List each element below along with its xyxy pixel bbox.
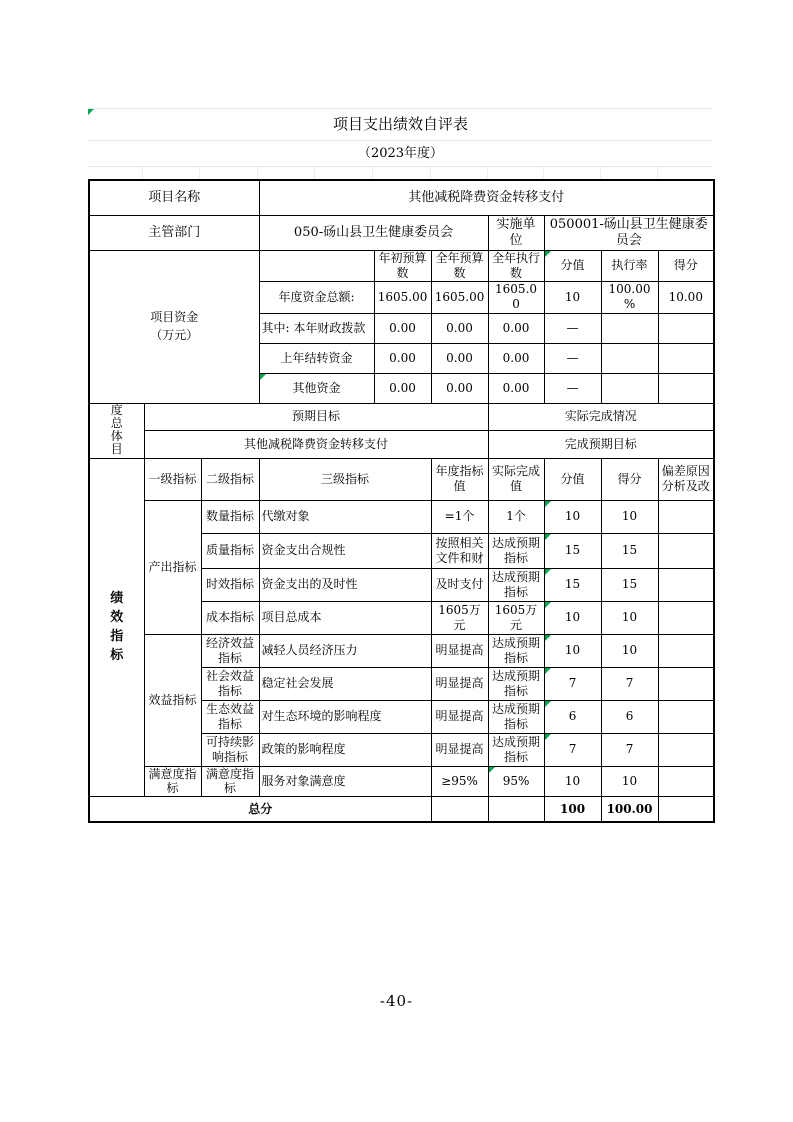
- indicator-target-cell: =1个: [431, 500, 488, 533]
- indicator-target-cell: 1605万元: [431, 601, 488, 634]
- total-empty-actual-cell: [488, 796, 544, 822]
- project-name-row: [89, 180, 714, 215]
- fund-executed-cell: 1605.00: [488, 281, 544, 313]
- total-got-cell: 100.00: [601, 796, 658, 822]
- indicator-actual-cell: 达成预期指标: [488, 733, 544, 766]
- department-row: [89, 215, 714, 250]
- fund-score-cell: 10: [544, 281, 601, 313]
- page-number: -40-: [379, 992, 414, 1010]
- fund-rate-cell: 100.00%: [601, 281, 658, 313]
- total-empty-deviation-cell: [658, 796, 714, 822]
- annual-goal-value-row: [89, 430, 714, 458]
- funds-empty-header-cell: [259, 250, 374, 281]
- page-title: 项目支出绩效自评表: [88, 109, 713, 141]
- indicator-deviation-cell: [658, 533, 714, 568]
- indicator-l3-cell: 服务对象满意度: [259, 766, 431, 796]
- indicators-col-l3: 三级指标: [259, 458, 431, 500]
- indicator-l3-cell: 对生态环境的影响程度: [259, 700, 431, 733]
- indicator-score-cell: 15: [544, 533, 601, 568]
- annual-goal-side-cell: [89, 403, 144, 458]
- indicator-l3-cell: 政策的影响程度: [259, 733, 431, 766]
- indicator-group-output-cell: 产出指标: [144, 500, 201, 634]
- indicator-actual-cell: 达成预期指标: [488, 667, 544, 700]
- indicators-col-l2: 二级指标: [201, 458, 259, 500]
- indicator-score-cell: 10: [544, 601, 601, 634]
- fund-executed-cell: 0.00: [488, 313, 544, 343]
- indicator-score-cell: 10: [544, 500, 601, 533]
- total-score-row: [89, 796, 714, 822]
- indicator-score-cell: 7: [544, 667, 601, 700]
- indicator-l3-cell: 代缴对象: [259, 500, 431, 533]
- fund-annual-cell: 0.00: [431, 313, 488, 343]
- project-name-value-cell: 其他减税降费资金转移支付: [259, 180, 714, 215]
- indicators-col-score: 分值: [544, 458, 601, 500]
- fund-annual-cell: 1605.00: [431, 281, 488, 313]
- indicator-l2-cell: 生态效益指标: [201, 700, 259, 733]
- grid-spacer-row: [88, 167, 713, 179]
- indicators-col-target: 年度指标值: [431, 458, 488, 500]
- indicator-deviation-cell: [658, 733, 714, 766]
- department-value-cell: 050-砀山县卫生健康委员会: [259, 215, 488, 250]
- fund-annual-cell: 0.00: [431, 373, 488, 403]
- indicator-actual-cell: 达成预期指标: [488, 533, 544, 568]
- indicator-target-cell: 明显提高: [431, 733, 488, 766]
- indicator-l2-cell: 质量指标: [201, 533, 259, 568]
- indicator-got-cell: 10: [601, 634, 658, 667]
- indicator-got-cell: 15: [601, 568, 658, 601]
- actual-completion-value-cell: 完成预期目标: [488, 430, 714, 458]
- indicator-target-cell: 明显提高: [431, 700, 488, 733]
- funds-section-label: 项目资金（万元）: [150, 310, 199, 342]
- indicator-deviation-cell: [658, 667, 714, 700]
- project-name-label-cell: 项目名称: [89, 180, 259, 215]
- indicator-score-cell: 6: [544, 700, 601, 733]
- fund-row-label-cell: 年度资金总额:: [259, 281, 374, 313]
- indicators-col-actual: 实际完成值: [488, 458, 544, 500]
- funds-col-score: 分值: [544, 250, 601, 281]
- indicators-col-l1: 一级指标: [144, 458, 201, 500]
- indicator-target-cell: 按照相关文件和财: [431, 533, 488, 568]
- total-empty-target-cell: [431, 796, 488, 822]
- indicator-score-cell: 10: [544, 766, 601, 796]
- indicator-got-cell: 10: [601, 500, 658, 533]
- total-score-cell: 100: [544, 796, 601, 822]
- fund-rate-cell: [601, 313, 658, 343]
- indicator-score-cell: 10: [544, 634, 601, 667]
- indicator-deviation-cell: [658, 634, 714, 667]
- indicator-got-cell: 15: [601, 533, 658, 568]
- expected-goal-header-cell: 预期目标: [144, 403, 488, 430]
- indicator-actual-cell: 1个: [488, 500, 544, 533]
- report-sheet: [88, 108, 713, 823]
- indicators-col-got: 得分: [601, 458, 658, 500]
- fund-executed-cell: 0.00: [488, 373, 544, 403]
- fund-score-cell: —: [544, 373, 601, 403]
- indicator-row: [89, 766, 714, 796]
- indicator-score-cell: 7: [544, 733, 601, 766]
- indicator-deviation-cell: [658, 568, 714, 601]
- indicator-l3-cell: 资金支出合规性: [259, 533, 431, 568]
- indicators-side-label: 绩效指标: [110, 591, 124, 664]
- implementing-unit-value-cell: 050001-砀山县卫生健康委员会: [544, 215, 714, 250]
- expected-goal-value-cell: 其他减税降费资金转移支付: [144, 430, 488, 458]
- fund-got-cell: [658, 373, 714, 403]
- indicator-got-cell: 7: [601, 733, 658, 766]
- indicator-got-cell: 10: [601, 601, 658, 634]
- indicator-l2-cell: 可持续影响指标: [201, 733, 259, 766]
- indicator-group-satisfaction-cell: 满意度指标: [144, 766, 201, 796]
- annual-goal-header-row: [89, 403, 714, 430]
- annual-goal-side-label: 度总体目: [110, 403, 123, 457]
- funds-col-annual: 全年预算数: [431, 250, 488, 281]
- self-evaluation-table: [88, 179, 715, 823]
- indicator-deviation-cell: [658, 766, 714, 796]
- actual-completion-header-cell: 实际完成情况: [488, 403, 714, 430]
- page-subtitle: （2023年度）: [88, 141, 713, 167]
- fund-initial-cell: 1605.00: [374, 281, 431, 313]
- fund-initial-cell: 0.00: [374, 313, 431, 343]
- funds-col-got: 得分: [658, 250, 714, 281]
- fund-rate-cell: [601, 373, 658, 403]
- indicator-l2-cell: 社会效益指标: [201, 667, 259, 700]
- indicator-l2-cell: 满意度指标: [201, 766, 259, 796]
- fund-got-cell: 10.00: [658, 281, 714, 313]
- indicators-side-cell: [89, 458, 144, 796]
- fund-got-cell: [658, 313, 714, 343]
- indicator-target-cell: 明显提高: [431, 667, 488, 700]
- indicator-got-cell: 7: [601, 667, 658, 700]
- indicator-l2-cell: 时效指标: [201, 568, 259, 601]
- indicator-target-cell: 及时支付: [431, 568, 488, 601]
- indicators-col-deviation: 偏差原因分析及改: [658, 458, 714, 500]
- fund-got-cell: [658, 343, 714, 373]
- indicator-deviation-cell: [658, 601, 714, 634]
- indicators-header-row: [89, 458, 714, 500]
- total-label-cell: 总分: [89, 796, 431, 822]
- indicator-l3-cell: 稳定社会发展: [259, 667, 431, 700]
- funds-header-row: [89, 250, 714, 281]
- indicator-got-cell: 6: [601, 700, 658, 733]
- fund-row-label-cell: 其他资金: [259, 373, 374, 403]
- indicator-deviation-cell: [658, 700, 714, 733]
- implementing-unit-label-cell: 实施单位: [488, 215, 544, 250]
- indicator-l2-cell: 经济效益指标: [201, 634, 259, 667]
- indicator-target-cell: ≥95%: [431, 766, 488, 796]
- indicator-l2-cell: 数量指标: [201, 500, 259, 533]
- fund-annual-cell: 0.00: [431, 343, 488, 373]
- funds-col-rate: 执行率: [601, 250, 658, 281]
- indicator-l3-cell: 项目总成本: [259, 601, 431, 634]
- indicator-l2-cell: 成本指标: [201, 601, 259, 634]
- indicator-deviation-cell: [658, 500, 714, 533]
- indicator-l3-cell: 减轻人员经济压力: [259, 634, 431, 667]
- fund-score-cell: —: [544, 343, 601, 373]
- fund-score-cell: —: [544, 313, 601, 343]
- indicator-score-cell: 15: [544, 568, 601, 601]
- funds-col-executed: 全年执行数: [488, 250, 544, 281]
- fund-initial-cell: 0.00: [374, 343, 431, 373]
- funds-col-initial: 年初预算数: [374, 250, 431, 281]
- title-block: [88, 108, 713, 179]
- indicator-row: [89, 634, 714, 667]
- indicator-row: [89, 500, 714, 533]
- indicator-group-benefit-cell: 效益指标: [144, 634, 201, 766]
- funds-section-label-cell: [89, 250, 259, 403]
- indicator-actual-cell: 达成预期指标: [488, 700, 544, 733]
- fund-row-label-cell: 其中: 本年财政拨款: [259, 313, 374, 343]
- indicator-actual-cell: 达成预期指标: [488, 568, 544, 601]
- indicator-got-cell: 10: [601, 766, 658, 796]
- indicator-actual-cell: 达成预期指标: [488, 634, 544, 667]
- indicator-l3-cell: 资金支出的及时性: [259, 568, 431, 601]
- department-label-cell: 主管部门: [89, 215, 259, 250]
- indicator-actual-cell: 1605万元: [488, 601, 544, 634]
- fund-row-label-cell: 上年结转资金: [259, 343, 374, 373]
- fund-initial-cell: 0.00: [374, 373, 431, 403]
- fund-rate-cell: [601, 343, 658, 373]
- indicator-actual-cell: 95%: [488, 766, 544, 796]
- fund-executed-cell: 0.00: [488, 343, 544, 373]
- indicator-target-cell: 明显提高: [431, 634, 488, 667]
